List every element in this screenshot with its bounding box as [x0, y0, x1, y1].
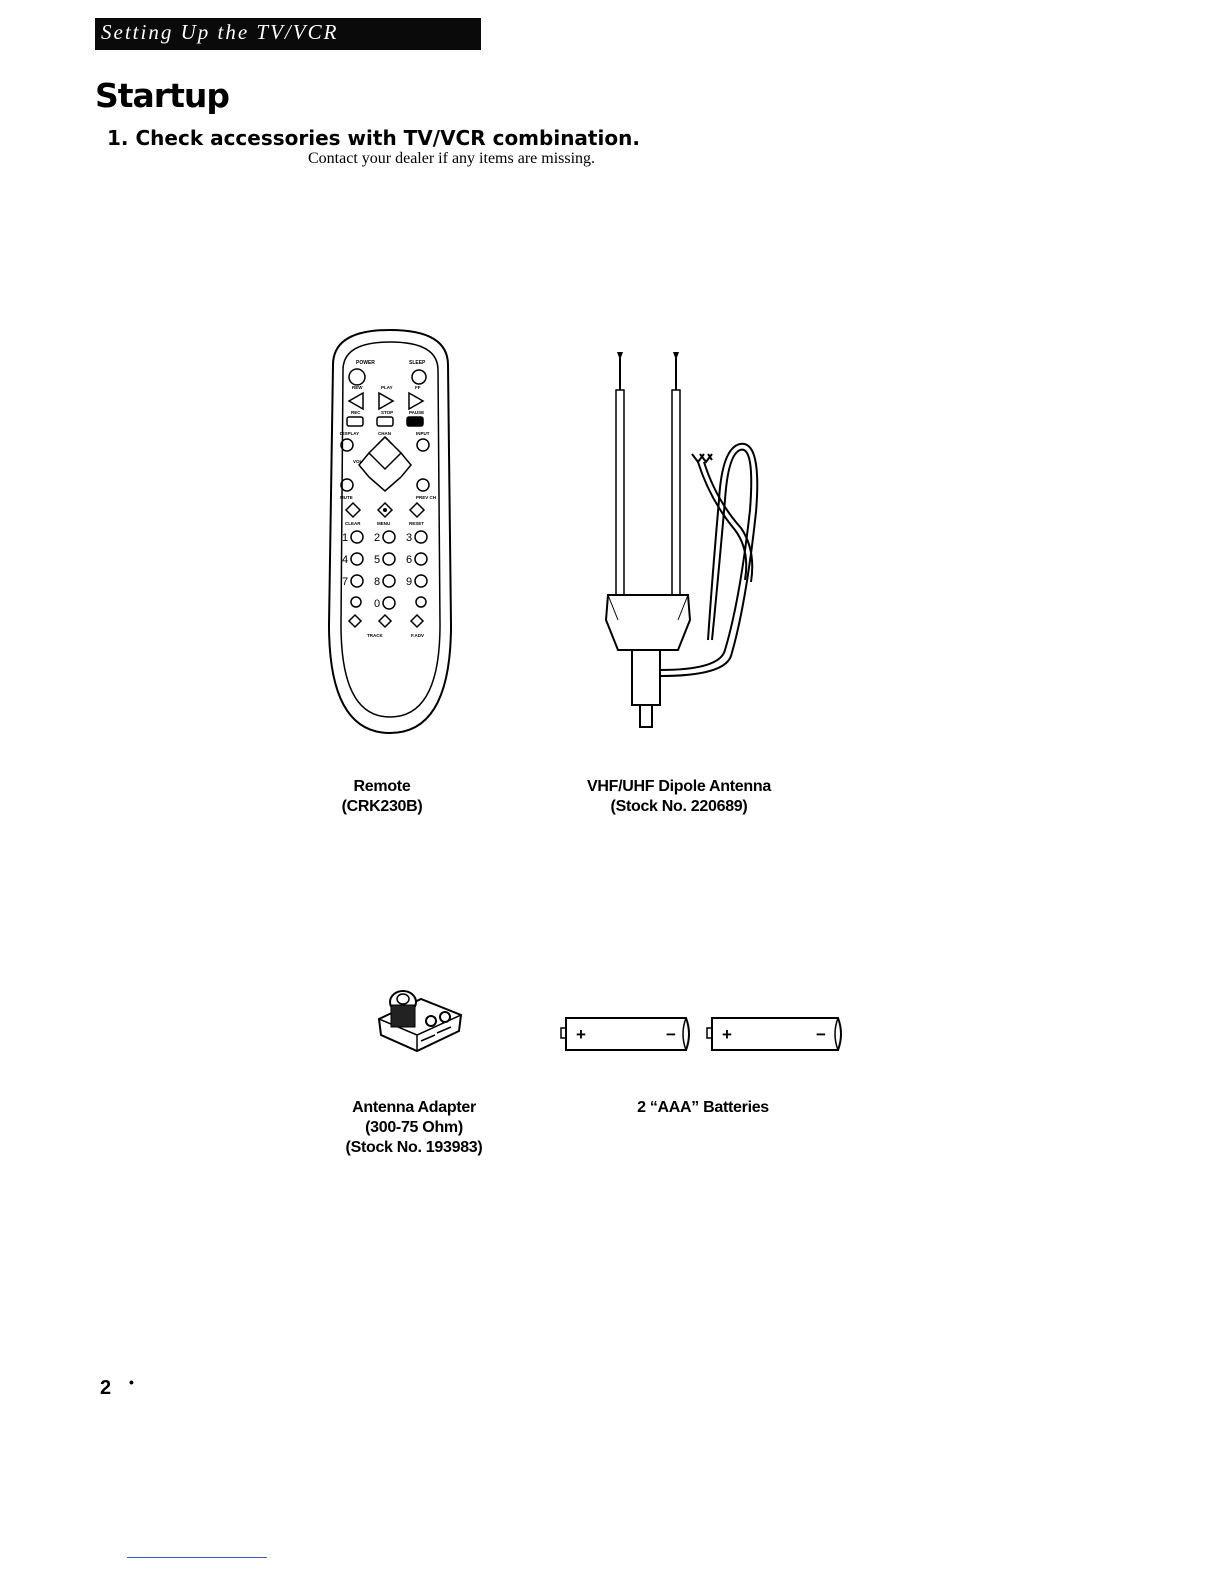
fast-forward-icon	[409, 393, 423, 409]
battery-plus: +	[722, 1025, 732, 1044]
battery-minus: −	[666, 1025, 676, 1044]
prev-ch-button-icon	[417, 479, 429, 491]
number-keypad	[342, 531, 427, 610]
page-number: 2	[100, 1377, 112, 1399]
batteries-caption	[603, 1098, 803, 1118]
section-header-bar	[95, 18, 481, 50]
step-heading: 1. Check accessories with TV/VCR combination.	[107, 126, 640, 150]
antenna-name: VHF/UHF Dipole Antenna	[587, 778, 771, 795]
antenna-stock-number: (Stock No. 220689)	[610, 798, 748, 815]
reset-button-icon	[410, 503, 424, 517]
remote-label-vol: VOL	[353, 459, 363, 464]
tracking-up-icon	[379, 615, 391, 627]
remote-label-clear: CLEAR	[345, 521, 361, 526]
sleep-button-icon	[412, 370, 426, 384]
remote-label-rec: REC	[351, 410, 361, 415]
remote-label-prev-ch: PREV CH	[416, 495, 437, 500]
tracking-down-icon	[349, 615, 361, 627]
remote-label-display: DISPLAY	[340, 431, 360, 436]
remote-label-power: POWER	[356, 360, 375, 366]
clear-button-icon	[346, 503, 360, 517]
remote-control-icon	[323, 325, 458, 740]
remote-label-pause: PAUSE	[409, 410, 425, 415]
svg-text:0: 0	[374, 598, 381, 610]
svg-text:4: 4	[342, 554, 349, 566]
remote-label-rew: REW	[352, 385, 363, 390]
battery-icon	[561, 1018, 689, 1050]
adapter-impedance: (300-75 Ohm)	[365, 1119, 463, 1136]
adapter-name: Antenna Adapter	[352, 1099, 476, 1116]
remote-label-stop: STOP	[381, 410, 394, 415]
footer-rule	[127, 1557, 267, 1558]
svg-text:7: 7	[342, 576, 349, 588]
svg-text:5: 5	[374, 554, 381, 566]
svg-text:3: 3	[406, 532, 413, 544]
record-button-icon	[347, 417, 363, 426]
antenna-adapter-icon	[375, 985, 465, 1057]
batteries-name: 2 “AAA” Batteries	[637, 1099, 769, 1116]
play-icon	[379, 393, 393, 409]
remote-label-mute: MUTE	[340, 495, 353, 500]
svg-text:9: 9	[406, 576, 413, 588]
rewind-icon	[349, 393, 363, 409]
page-title: Startup	[95, 76, 229, 115]
dpad-down-icon	[369, 477, 401, 491]
frame-advance-icon	[411, 615, 423, 627]
remote-label-ff: FF	[415, 385, 421, 390]
remote-name: Remote	[353, 778, 411, 795]
remote-label-play: PLAY	[381, 385, 393, 390]
remote-caption	[322, 777, 442, 817]
dipole-antenna-icon	[600, 350, 775, 735]
svg-text:2: 2	[374, 532, 381, 544]
stop-button-icon	[377, 417, 393, 426]
battery-pair-icon	[560, 1015, 850, 1053]
page-mark: •	[129, 1374, 134, 1390]
section-title: Setting Up the TV/VCR	[101, 20, 339, 44]
dpad-side-icon	[359, 453, 411, 477]
antenna-caption	[559, 777, 799, 817]
adapter-caption	[324, 1098, 504, 1158]
power-button-icon	[349, 369, 365, 385]
battery-icon	[707, 1018, 841, 1050]
adapter-stock-number: (Stock No. 193983)	[345, 1139, 483, 1156]
step-note: Contact your dealer if any items are missing.	[308, 150, 596, 167]
svg-text:8: 8	[374, 576, 381, 588]
pause-button-icon	[407, 417, 423, 426]
dpad-up-icon	[377, 437, 393, 445]
remote-label-reset: RESET	[409, 521, 425, 526]
remote-label-chan: CHAN	[378, 431, 391, 436]
battery-minus: −	[816, 1025, 826, 1044]
remote-label-input: INPUT	[416, 431, 430, 436]
battery-plus: +	[576, 1025, 586, 1044]
input-button-icon	[417, 439, 429, 451]
dpad-center-icon	[369, 437, 401, 469]
svg-text:6: 6	[406, 554, 413, 566]
remote-label-sleep: SLEEP	[409, 360, 426, 366]
remote-label-f-adv: F.ADV	[411, 633, 425, 638]
svg-text:1: 1	[342, 532, 349, 544]
remote-label-menu: MENU	[377, 521, 391, 526]
remote-label-track: TRACK	[367, 633, 383, 638]
remote-model: (CRK230B)	[341, 798, 423, 815]
